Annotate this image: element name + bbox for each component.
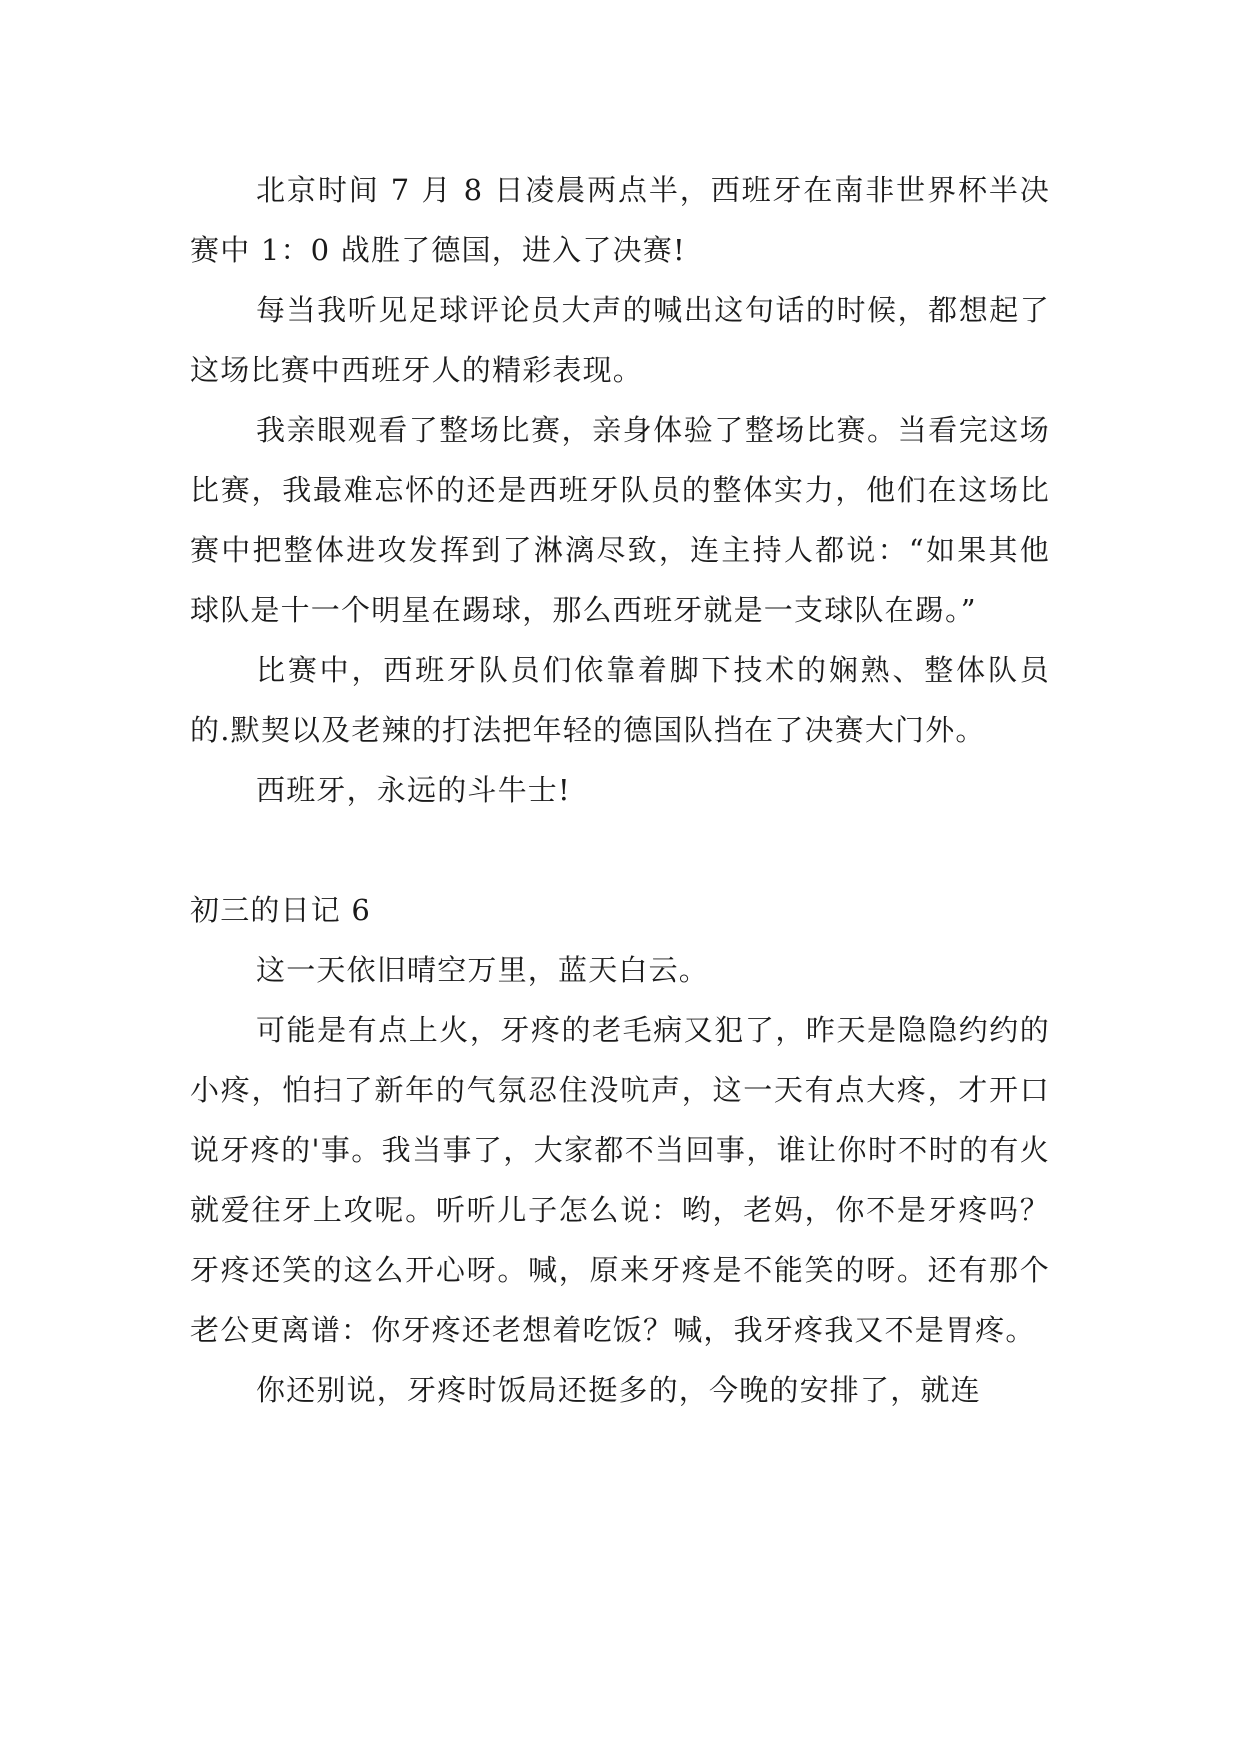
paragraph: 比赛中，西班牙队员们依靠着脚下技术的娴熟、整体队员的.默契以及老辣的打法把年轻的德国队挡在了决赛大门外。 <box>190 653 1050 747</box>
section-title: 初三的日记 6 <box>190 893 372 927</box>
paragraph: 西班牙，永远的斗牛士! <box>256 773 571 807</box>
paragraph: 北京时间 7 月 8 日凌晨两点半，西班牙在南非世界杯半决赛中 1：0 战胜了德国，进入了决赛! <box>190 173 1050 267</box>
paragraph: 可能是有点上火，牙疼的老毛病又犯了，昨天是隐隐约约的小疼，怕扫了新年的气氛忍住没吭声，这一天有点大疼，才开口说牙疼的'事。我当事了，大家都不当回事，谁让你时不时的有火就爱往牙上攻呢。听听儿子怎么说：哟，老妈，你不是牙疼吗？牙疼还笑的这么开心呀。喊，原来牙疼是不能笑的呀。还有那个老公更离谱：你牙疼还老想着吃饭？喊，我牙疼我又不是胃疼。 <box>190 1013 1050 1347</box>
paragraph: 我亲眼观看了整场比赛，亲身体验了整场比赛。当看完这场比赛，我最难忘怀的还是西班牙队员的整体实力，他们在这场比赛中把整体进攻发挥到了淋漓尽致，连主持人都说：“如果其他球队是十一个明星在踢球，那么西班牙就是一支球队在踢。” <box>190 413 1050 627</box>
paragraph: 你还别说，牙疼时饭局还挺多的，今晚的安排了，就连 <box>256 1373 981 1407</box>
paragraph: 每当我听见足球评论员大声的喊出这句话的时候，都想起了这场比赛中西班牙人的精彩表现。 <box>190 293 1050 387</box>
document-page <box>190 160 1050 1420</box>
paragraph: 这一天依旧晴空万里，蓝天白云。 <box>256 953 710 987</box>
